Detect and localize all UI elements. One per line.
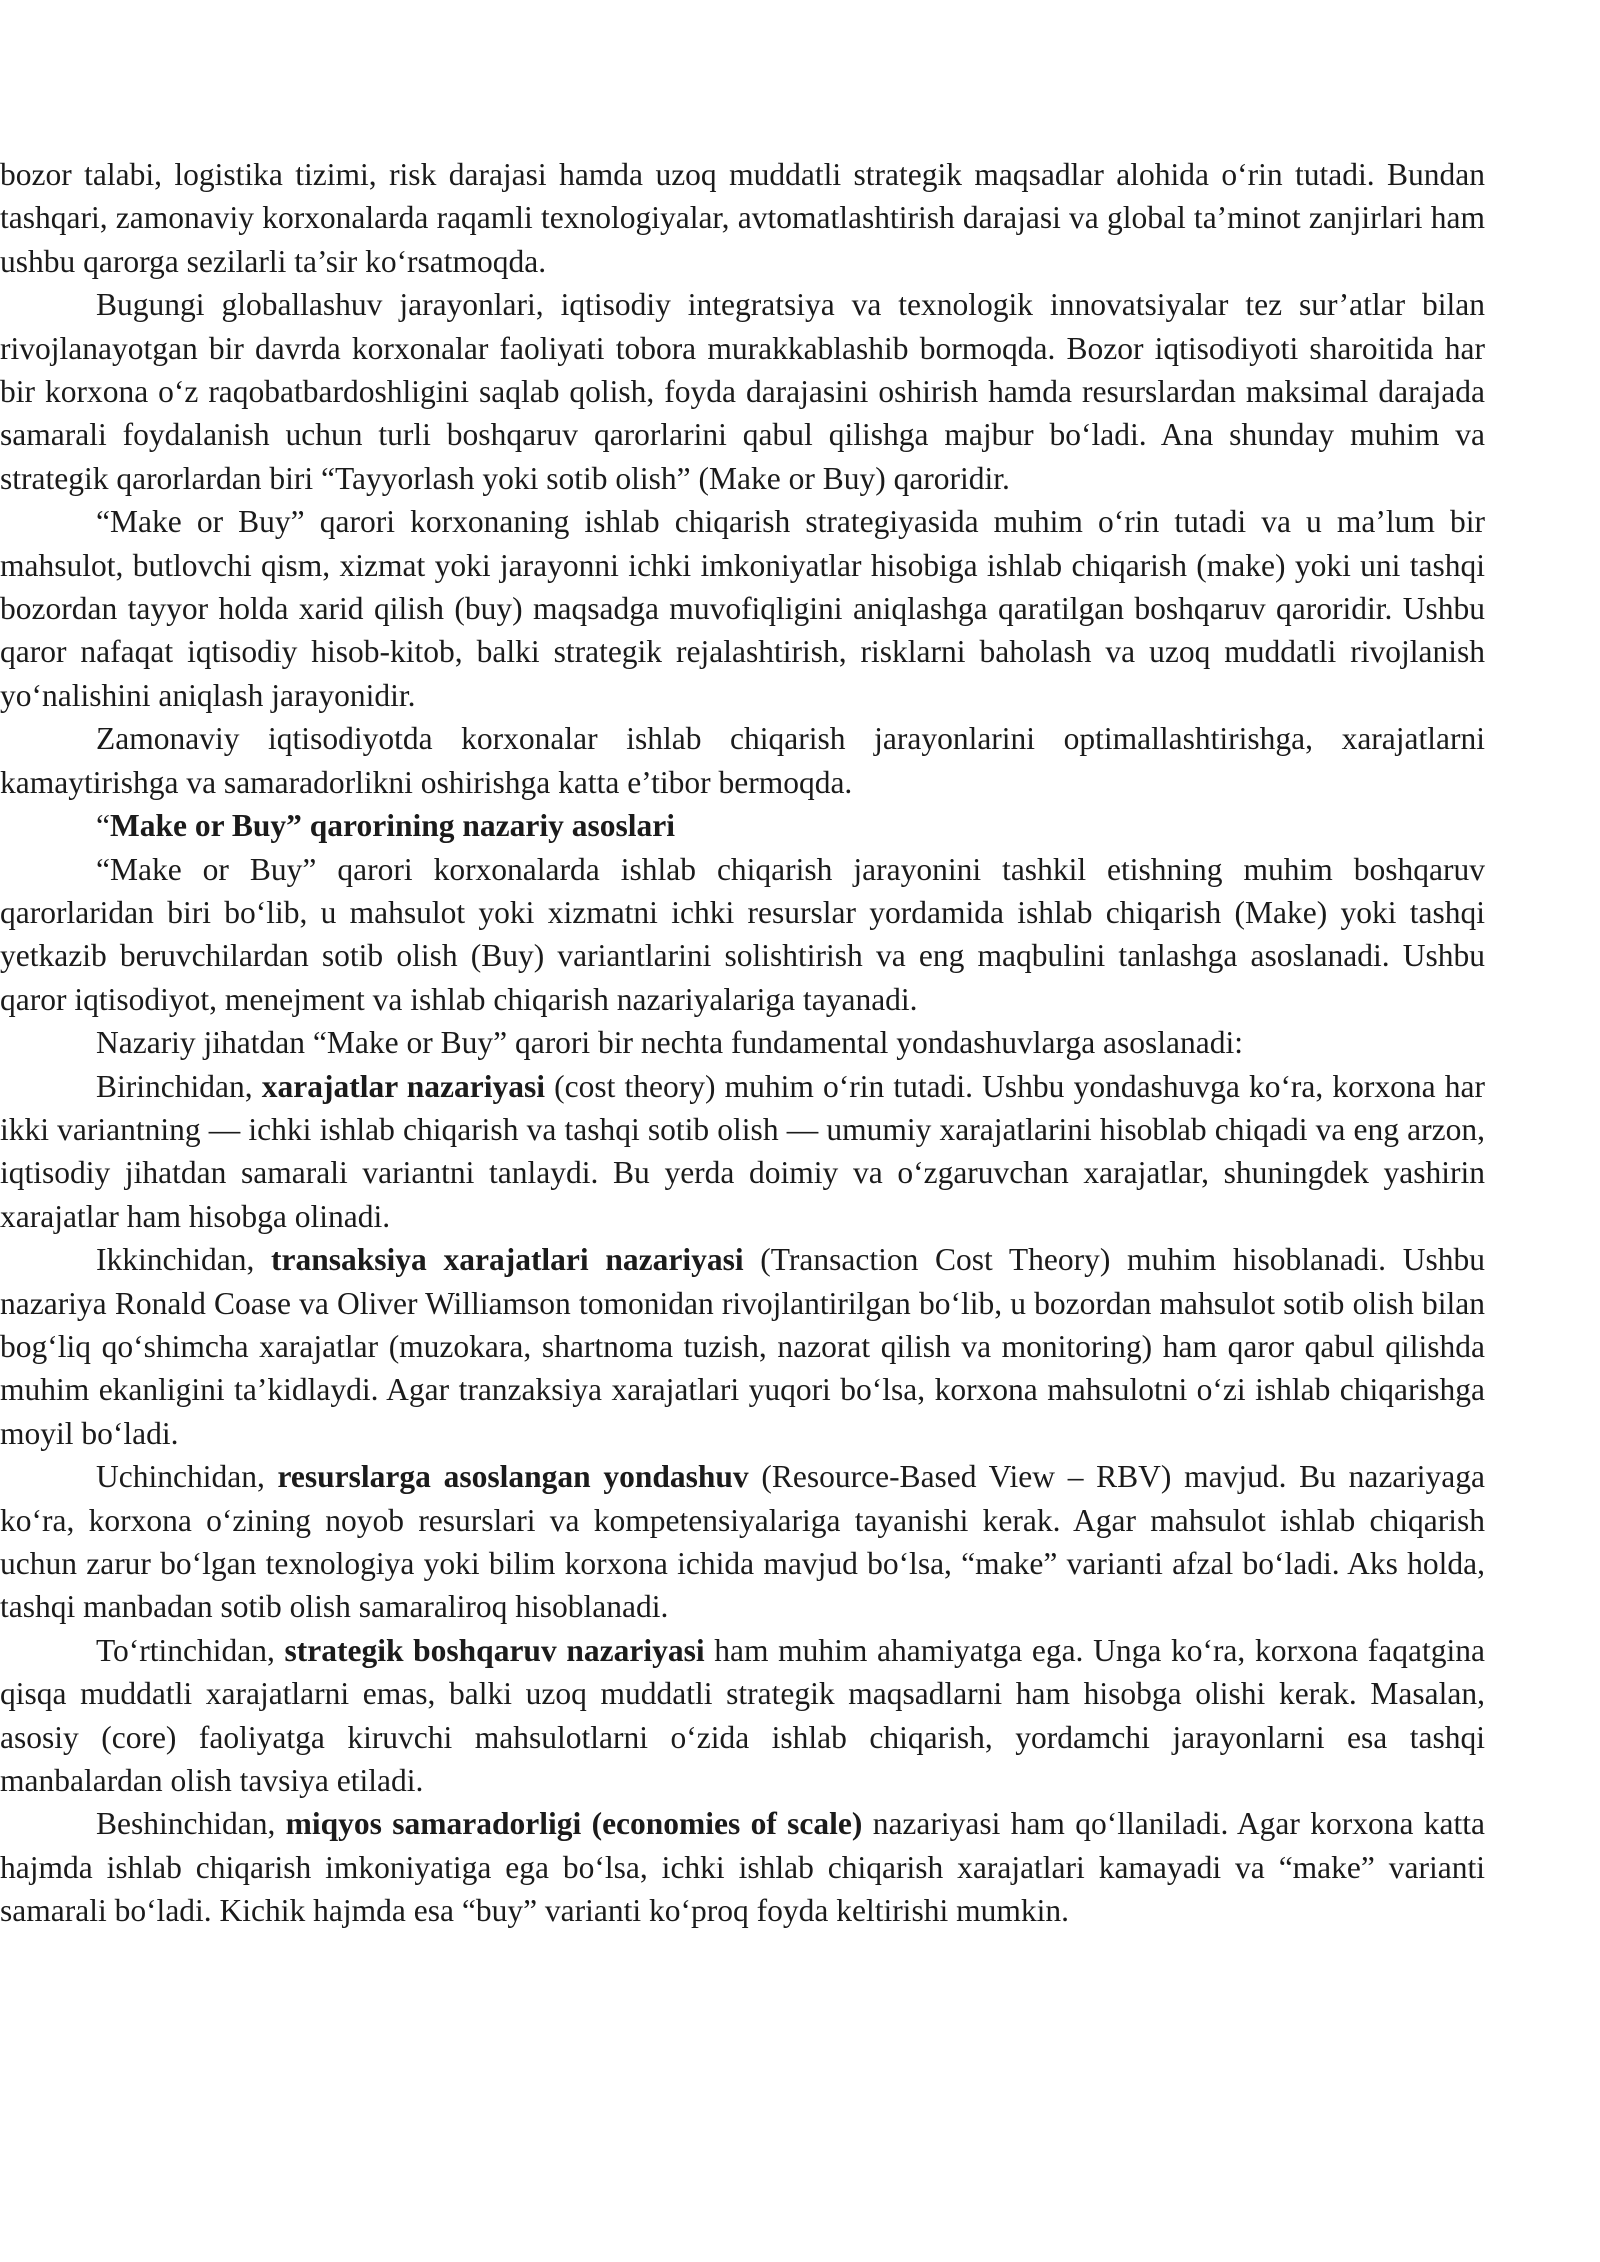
text-span: ham muhim ahamiyatga ega. Unga ko‘ra, korxona faqatgina qisqa muddatli xarajatlarni emas, balki uzoq muddatli strategik maqsadlarni ham hisobga olishi kerak. Masalan, asosiy (core) faoliyatga kiruvchi mahsulotlarni o‘zida ishlab chiqarish, yordamchi jarayonlarni esa tashqi manbalardan olish tavsiya etiladi. <box>0 1632 1485 1799</box>
paragraph-economies-of-scale <box>0 1802 1485 1932</box>
paragraph-strategic-management <box>0 1629 1485 1803</box>
text-span: Uchinchidan, <box>96 1459 278 1495</box>
heading-open-quote: “ <box>96 808 110 844</box>
heading-text: Make or Buy” qarorining nazariy asoslari <box>109 808 675 844</box>
text-span: nazariyasi ham qo‘llaniladi. Agar korxona katta hajmda ishlab chiqarish imkoniyatiga ega bo‘lsa, ichki ishlab chiqarish xarajatlari kamayadi va “make” varianti samarali bo‘ladi. Kichik hajmda esa “buy” varianti ko‘proq foyda keltirishi mumkin. <box>0 1806 1485 1929</box>
text-span: (Transaction Cost Theory) muhim hisoblanadi. Ushbu nazariya Ronald Coase va Oliver Williamson tomonidan rivojlantirilgan bo‘lib, u bozordan mahsulot sotib olish bilan bog‘liq qo‘shimcha xarajatlar (muzokara, shartnoma tuzish, nazorat qilish va monitoring) ham qaror qabul qilishda muhim ekanligini ta’kidlaydi. Agar tranzaksiya xarajatlari yuqori bo‘lsa, korxona mahsulotni o‘zi ishlab chiqarishga moyil bo‘ladi. <box>0 1242 1485 1451</box>
paragraph-intro-continued: bozor talabi, logistika tizimi, risk darajasi hamda uzoq muddatli strategik maqsadlar alohida o‘rin tutadi. Bundan tashqari, zamonaviy korxonalarda raqamli texnologiyalar, avtomatlashtirish darajasi va global ta’minot zanjirlari ham ushbu qarorga sezilarli ta’sir ko‘rsatmoqda. <box>0 157 1485 279</box>
paragraph-transaction-cost-theory <box>0 1238 1485 1455</box>
text-span: (Resource-Based View – RBV) mavjud. Bu nazariyaga ko‘ra, korxona o‘zining noyob resurslari va kompetensiyalariga tayanishi kerak. Agar mahsulot ishlab chiqarish uchun zarur bo‘lgan texnologiya yoki bilim korxona ichida mavjud bo‘lsa, “make” varianti afzal bo‘ladi. Aks holda, tashqi manbadan sotib olish samaraliroq hisoblanadi. <box>0 1459 1485 1625</box>
bold-term: xarajatlar nazariyasi <box>261 1068 546 1104</box>
paragraph-resource-based-view <box>0 1455 1485 1629</box>
paragraph-cost-theory <box>0 1065 1485 1239</box>
paragraph-approaches-lead: Nazariy jihatdan “Make or Buy” qarori bir nechta fundamental yondashuvlarga asoslanadi: <box>96 1025 1244 1061</box>
text-span: (cost theory) muhim o‘rin tutadi. Ushbu yondashuvga ko‘ra, korxona har ikki variantning — ichki ishlab chiqarish va tashqi sotib olish — umumiy xarajatlarini hisoblab chiqadi va eng arzon, iqtisodiy jihatdan samarali variantni tanlaydi. Bu yerda doimiy va o‘zgaruvchan xarajatlar, shuningdek yashirin xarajatlar ham hisobga olinadi. <box>0 1068 1486 1234</box>
text-span: Beshinchidan, <box>96 1806 286 1842</box>
bold-term: resurslarga asoslangan yondashuv <box>277 1459 749 1495</box>
document-page <box>0 153 1485 1933</box>
bold-term: transaksiya xarajatlari nazariyasi <box>271 1242 744 1278</box>
bold-term: miqyos samaradorligi (economies of scale) <box>285 1806 863 1842</box>
text-span: Ikkinchidan, <box>96 1242 272 1278</box>
text-span: To‘rtinchidan, <box>96 1632 285 1668</box>
paragraph-modern-economy: Zamonaviy iqtisodiyotda korxonalar ishlab chiqarish jarayonlarini optimallashtirishga, xarajatlarni kamaytirishga va samaradorlikni oshirishga katta e’tibor bermoqda. <box>0 721 1485 800</box>
paragraph-globalization: Bugungi globallashuv jarayonlari, iqtisodiy integratsiya va texnologik innovatsiyalar tez sur’atlar bilan rivojlanayotgan bir davrda korxonalar faoliyati tobora murakkablashib bormoqda. Bozor iqtisodiyoti sharoitida har bir korxona o‘z raqobatbardoshligini saqlab qolish, foyda darajasini oshirish hamda resurslardan maksimal darajada samarali foydalanish uchun turli boshqaruv qarorlarini qabul qilishga majbur bo‘ladi. Ana shunday muhim va strategik qarorlardan biri “Tayyorlash yoki sotib olish” (Make or Buy) qaroridir. <box>0 287 1485 496</box>
bold-term: strategik boshqaruv nazariyasi <box>284 1632 705 1668</box>
text-span: Birinchidan, <box>96 1068 262 1104</box>
paragraph-make-or-buy-definition: “Make or Buy” qarori korxonaning ishlab chiqarish strategiyasida muhim o‘rin tutadi va u ma’lum bir mahsulot, butlovchi qism, xizmat yoki jarayonni ichki imkoniyatlar hisobiga ishlab chiqarish (make) yoki uni tashqi bozordan tayyor holda xarid qilish (buy) maqsadga muvofiqligini aniqlashga qaratilgan boshqaruv qaroridir. Ushbu qaror nafaqat iqtisodiy hisob-kitob, balki strategik rejalashtirish, risklarni baholash va uzoq muddatli rivojlanish yo‘nalishini aniqlash jarayonidir. <box>0 504 1485 713</box>
section-heading <box>0 804 1485 847</box>
paragraph-theory-intro: “Make or Buy” qarori korxonalarda ishlab chiqarish jarayonini tashkil etishning muhim boshqaruv qarorlaridan biri bo‘lib, u mahsulot yoki xizmatni ichki resurslar yordamida ishlab chiqarish (Make) yoki tashqi yetkazib beruvchilardan sotib olish (Buy) variantlarini solishtirish va eng maqbulini tanlashga asoslanadi. Ushbu qaror iqtisodiyot, menejment va ishlab chiqarish nazariyalariga tayanadi. <box>0 851 1485 1017</box>
